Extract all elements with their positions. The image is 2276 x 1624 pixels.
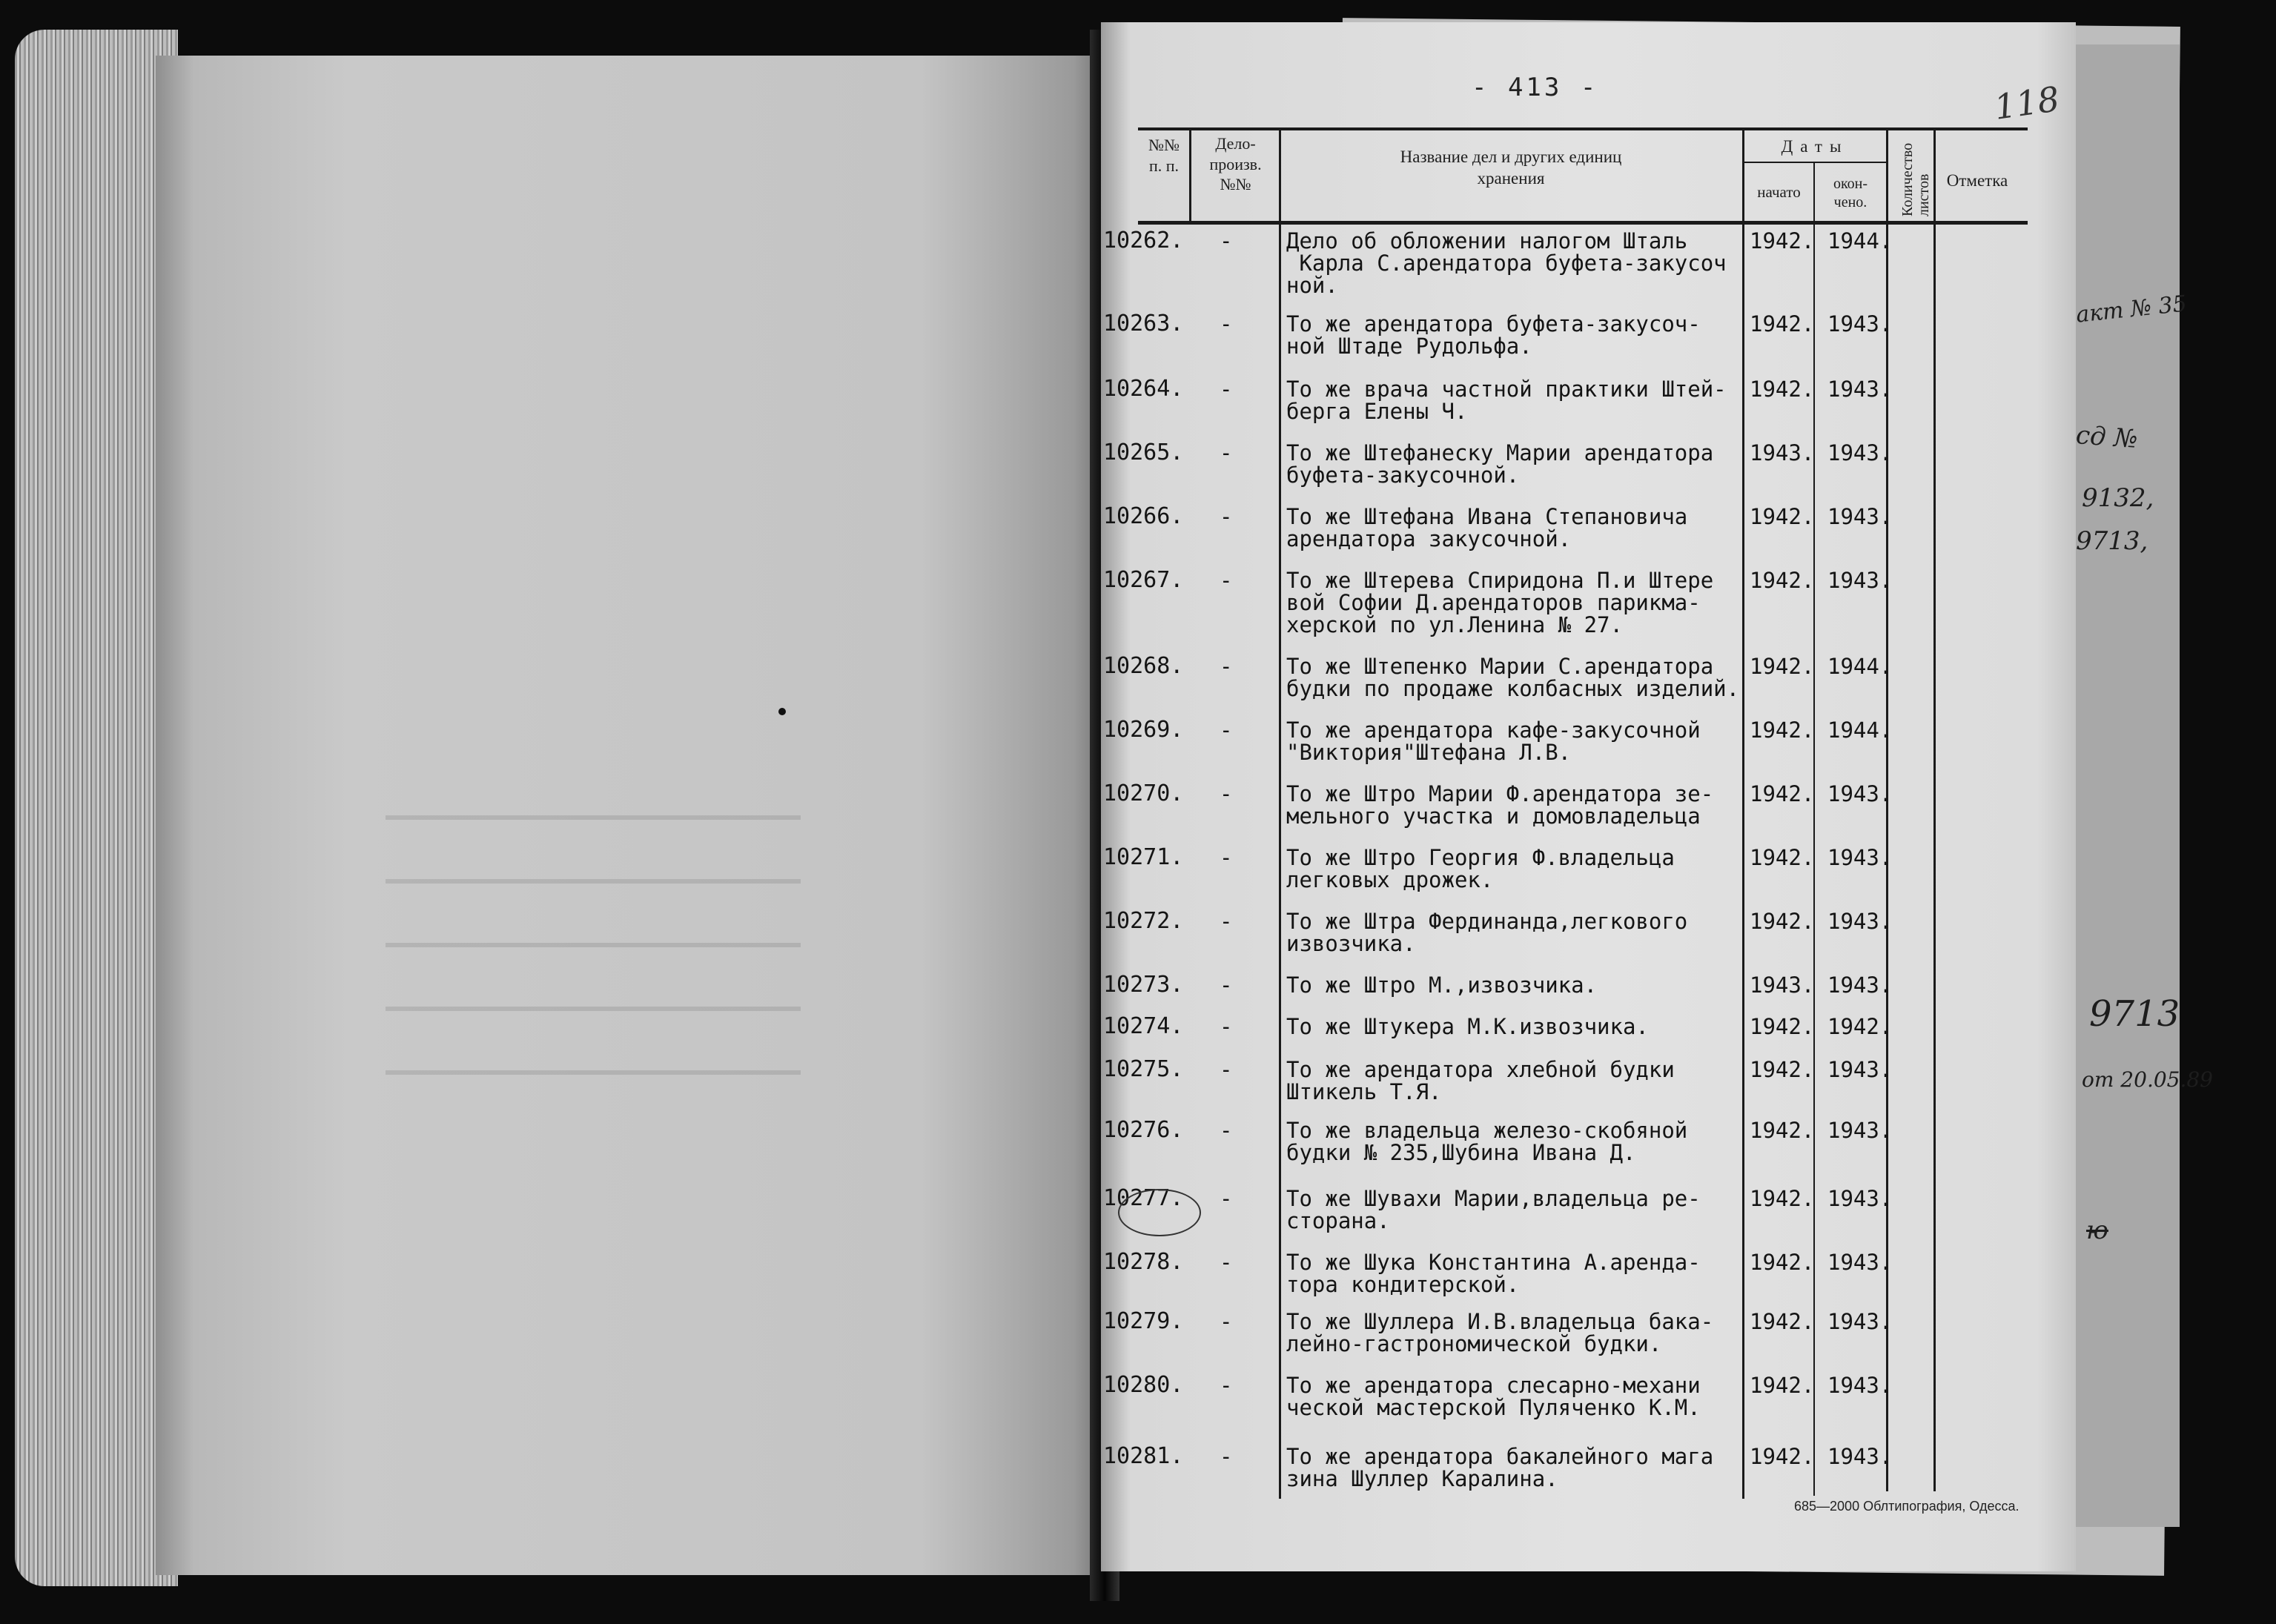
row-title: То же арендатора бакалейного мага зина Шуллер Каралина. — [1286, 1444, 1714, 1491]
row-title: Дело об обложении налогом Шталь Карла С.арендатора буфета-закусоч ной. — [1286, 228, 1727, 298]
table-top-rule — [1138, 127, 2028, 130]
col-rule-3 — [1742, 127, 1744, 1499]
header-start: начато — [1757, 183, 1801, 201]
row-end: 1943. — [1827, 311, 1893, 337]
bleed-through-text — [386, 786, 801, 1082]
row-title: То же арендатора слесарно-механи ческой мастерской Пуляченко К.М. — [1286, 1373, 1701, 1420]
row-start: 1942. — [1750, 1186, 1815, 1211]
table-row — [0, 653, 2276, 701]
header-note: Отметка — [1946, 171, 2008, 190]
row-start: 1942. — [1750, 1373, 1815, 1398]
row-delo: - — [1220, 1309, 1233, 1334]
row-number: 10263. — [1103, 311, 1184, 337]
row-number: 10264. — [1103, 376, 1184, 402]
row-start: 1942. — [1750, 845, 1815, 870]
row-end: 1943. — [1827, 1057, 1893, 1082]
row-title: То же Штерева Спиридона П.и Штере вой Софии Д.арендаторов парикма- херской по ул.Ленина № 27. — [1286, 568, 1714, 637]
row-start: 1942. — [1750, 228, 1815, 253]
row-title: То же Штро Марии Ф.арендатора зе- мельного участка и домовладельца — [1286, 781, 1714, 829]
table-row — [0, 1372, 2276, 1420]
table-row — [0, 1185, 2276, 1233]
margin-note: от 20.05.89 — [2082, 1067, 2213, 1092]
margin-note: 9132, — [2082, 483, 2154, 513]
table-row — [0, 440, 2276, 488]
row-end: 1943. — [1827, 1118, 1893, 1143]
row-start: 1942. — [1750, 654, 1815, 679]
row-delo: - — [1220, 717, 1233, 743]
row-delo: - — [1220, 845, 1233, 870]
book-page-edges — [15, 30, 178, 1586]
printer-imprint: 685—2000 Облтипография, Одесса. — [1794, 1499, 2019, 1514]
table-row — [0, 228, 2276, 298]
row-title: То же Штепенко Марии С.арендатора будки по продаже колбасных изделий. — [1286, 654, 1740, 701]
row-end: 1943. — [1827, 568, 1893, 593]
row-number: 10274. — [1103, 1013, 1184, 1039]
row-start: 1942. — [1750, 1057, 1815, 1082]
row-title: То же Шуллера И.В.владельца бака- лейно-гастрономической будки. — [1286, 1309, 1714, 1356]
row-start: 1942. — [1750, 1014, 1815, 1039]
row-delo: - — [1220, 504, 1233, 529]
row-title: То же арендатора кафе-закусочной "Виктория"Штефана Л.В. — [1286, 717, 1701, 765]
row-end: 1943. — [1827, 845, 1893, 870]
margin-note: 9713, — [2076, 526, 2148, 556]
row-end: 1943. — [1827, 781, 1893, 806]
table-row — [0, 1308, 2276, 1356]
row-number: 10281. — [1103, 1443, 1184, 1469]
ink-spot — [778, 708, 786, 715]
row-end: 1943. — [1827, 972, 1893, 998]
row-title: То же арендатора хлебной будки Штикель Т.Я. — [1286, 1057, 1675, 1104]
table-row — [0, 1117, 2276, 1165]
row-delo: - — [1220, 654, 1233, 679]
table-row — [0, 567, 2276, 637]
table-row — [0, 972, 2276, 998]
row-end: 1943. — [1827, 440, 1893, 465]
row-delo: - — [1220, 1250, 1233, 1275]
row-number: 10278. — [1103, 1249, 1184, 1275]
row-title: То же Штра Фердинанда,легкового извозчика. — [1286, 909, 1688, 956]
circled-entry-mark — [1118, 1189, 1201, 1236]
row-start: 1942. — [1750, 377, 1815, 402]
row-start: 1943. — [1750, 440, 1815, 465]
row-number: 10265. — [1103, 440, 1184, 465]
row-end: 1943. — [1827, 504, 1893, 529]
row-title: То же арендатора буфета-закусоч- ной Штаде Рудольфа. — [1286, 311, 1701, 359]
row-end: 1943. — [1827, 1444, 1893, 1469]
row-title: То же Штефанеску Марии арендатора буфета-закусочной. — [1286, 440, 1714, 488]
row-end: 1942. — [1827, 1014, 1893, 1039]
page-number: - 413 - — [1472, 73, 1599, 102]
row-start: 1942. — [1750, 568, 1815, 593]
row-number: 10262. — [1103, 228, 1184, 253]
row-end: 1943. — [1827, 1373, 1893, 1398]
row-title: То же Штро Георгия Ф.владельца легковых дрожек. — [1286, 845, 1675, 892]
row-delo: - — [1220, 1444, 1233, 1469]
header-end: окон- чено. — [1833, 176, 1868, 211]
row-start: 1942. — [1750, 909, 1815, 934]
row-title: То же Штро М.,извозчика. — [1286, 972, 1598, 998]
row-end: 1944. — [1827, 654, 1893, 679]
row-number: 10273. — [1103, 972, 1184, 998]
col-rule-4 — [1813, 162, 1815, 1496]
row-title: То же врача частной практики Штей- берга Елены Ч. — [1286, 377, 1727, 424]
row-number: 10272. — [1103, 908, 1184, 934]
table-row — [0, 1249, 2276, 1297]
table-header-rule — [1138, 221, 2028, 225]
row-title: То же Штефана Ивана Степановича арендатора закусочной. — [1286, 504, 1688, 551]
table-row — [0, 311, 2276, 359]
header-sheets: Количество листов — [1899, 142, 1932, 216]
row-number: 10280. — [1103, 1372, 1184, 1398]
row-start: 1942. — [1750, 1118, 1815, 1143]
row-delo: - — [1220, 311, 1233, 337]
table-row — [0, 908, 2276, 956]
row-delo: - — [1220, 228, 1233, 253]
table-row — [0, 1443, 2276, 1491]
row-delo: - — [1220, 1014, 1233, 1039]
margin-note: акт № 35 — [2074, 291, 2189, 328]
row-end: 1943. — [1827, 1309, 1893, 1334]
margin-note: 9713 — [2089, 993, 2180, 1035]
row-start: 1942. — [1750, 504, 1815, 529]
row-delo: - — [1220, 440, 1233, 465]
row-start: 1943. — [1750, 972, 1815, 998]
header-dates: Даты — [1781, 137, 1849, 156]
row-delo: - — [1220, 909, 1233, 934]
row-title: То же Шука Константина А.аренда- тора кондитерской. — [1286, 1250, 1701, 1297]
row-end: 1944. — [1827, 717, 1893, 743]
row-delo: - — [1220, 1186, 1233, 1211]
row-number: 10276. — [1103, 1117, 1184, 1143]
folio-number: 118 — [1991, 79, 2062, 127]
header-num: №№ п. п. — [1148, 136, 1180, 175]
row-title: То же владельца железо-скобяной будки № 235,Шубина Ивана Д. — [1286, 1118, 1688, 1165]
row-number: 10269. — [1103, 717, 1184, 743]
row-start: 1942. — [1750, 717, 1815, 743]
row-start: 1942. — [1750, 781, 1815, 806]
row-delo: - — [1220, 972, 1233, 998]
row-number: 10270. — [1103, 780, 1184, 806]
row-title: То же Шувахи Марии,владельца ре- сторана. — [1286, 1186, 1701, 1233]
row-start: 1942. — [1750, 1444, 1815, 1469]
row-number: 10266. — [1103, 503, 1184, 529]
table-row — [0, 376, 2276, 424]
row-number: 10279. — [1103, 1308, 1184, 1334]
table-row — [0, 844, 2276, 892]
header-delo: Дело- произв. №№ — [1209, 134, 1262, 193]
row-delo: - — [1220, 568, 1233, 593]
row-end: 1943. — [1827, 1250, 1893, 1275]
row-end: 1944. — [1827, 228, 1893, 253]
row-number: 10268. — [1103, 653, 1184, 679]
margin-note: ю — [2086, 1216, 2108, 1245]
row-number: 10275. — [1103, 1056, 1184, 1082]
col-rule-6 — [1933, 127, 1936, 1491]
row-number: 10271. — [1103, 844, 1184, 870]
row-delo: - — [1220, 1118, 1233, 1143]
row-delo: - — [1220, 781, 1233, 806]
header-title: Название дел и других единиц хранения — [1400, 148, 1622, 188]
row-number: 10277. — [1103, 1185, 1184, 1211]
table-row — [0, 717, 2276, 765]
col-rule-2 — [1279, 127, 1281, 1499]
row-delo: - — [1220, 1373, 1233, 1398]
row-start: 1942. — [1750, 311, 1815, 337]
row-delo: - — [1220, 1057, 1233, 1082]
row-end: 1943. — [1827, 377, 1893, 402]
row-title: То же Штукера М.К.извозчика. — [1286, 1014, 1649, 1039]
row-delo: - — [1220, 377, 1233, 402]
row-end: 1943. — [1827, 909, 1893, 934]
row-end: 1943. — [1827, 1186, 1893, 1211]
row-start: 1942. — [1750, 1309, 1815, 1334]
margin-note: сд № — [2074, 420, 2139, 454]
row-number: 10267. — [1103, 567, 1184, 593]
row-start: 1942. — [1750, 1250, 1815, 1275]
